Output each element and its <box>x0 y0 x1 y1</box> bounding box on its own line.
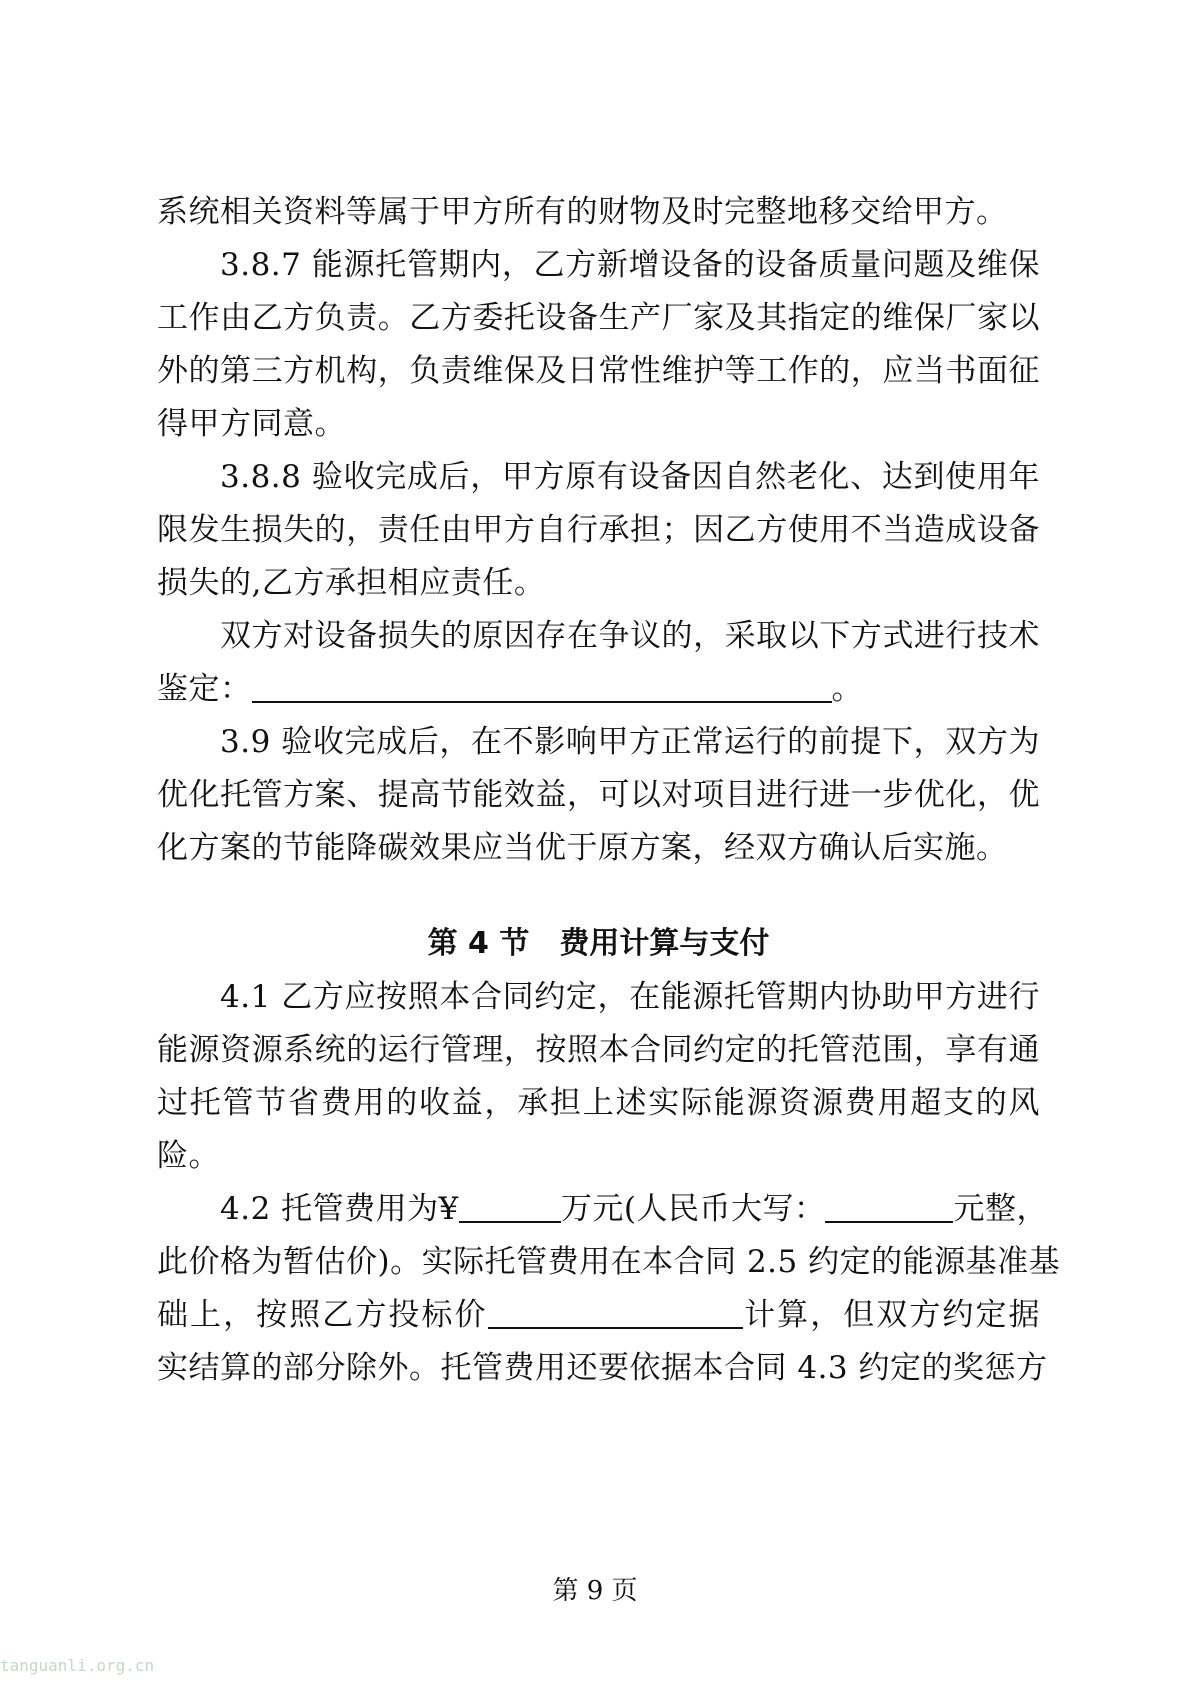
text-line: 3.9 验收完成后，在不影响甲方正常运行的前提下，双方为 <box>220 724 1040 760</box>
section-heading <box>157 924 1040 964</box>
text-line: 3.8.8 验收完成后，甲方原有设备因自然老化、达到使用年 <box>220 459 1040 495</box>
text-segment: 鉴定： <box>157 671 252 707</box>
section-number: 第 4 节 <box>427 926 530 961</box>
watermark: tanguanli.org.cn <box>0 1656 155 1675</box>
page-number: 第 9 页 <box>552 1576 638 1606</box>
text-line: 此价格为暂估价)。实际托管费用在本合同 2.5 约定的能源基准基 <box>157 1244 1061 1280</box>
text-segment: 。 <box>831 671 863 707</box>
fill-in-blank <box>825 1193 953 1223</box>
text-line-with-blank <box>157 1295 1040 1335</box>
section-title: 费用计算与支付 <box>559 926 770 961</box>
text-line: 外的第三方机构，负责维保及日常性维护等工作的，应当书面征 <box>157 353 1040 389</box>
text-segment: 计算，但双方约定据 <box>742 1297 1041 1333</box>
text-line: 化方案的节能降碳效果应当优于原方案，经双方确认后实施。 <box>157 830 1008 866</box>
text-line: 工作由乙方负责。乙方委托设备生产厂家及其指定的维保厂家以 <box>157 300 1040 336</box>
text-line-with-blank <box>220 1189 1048 1229</box>
text-line: 得甲方同意。 <box>157 406 346 442</box>
fill-in-blank <box>459 1193 561 1223</box>
fill-in-blank <box>488 1299 743 1329</box>
text-line: 4.1 乙方应按照本合同约定，在能源托管期内协助甲方进行 <box>220 979 1040 1015</box>
text-line: 优化托管方案、提高节能效益，可以对项目进行进一步优化，优 <box>157 777 1040 813</box>
text-line: 双方对设备损失的原因存在争议的，采取以下方式进行技术 <box>220 618 1040 654</box>
text-line: 险。 <box>157 1138 220 1174</box>
text-segment: 万元(人民币大写： <box>560 1191 826 1227</box>
text-segment: 础上，按照乙方投标价 <box>157 1297 488 1333</box>
text-line: 3.8.7 能源托管期内，乙方新增设备的设备质量问题及维保 <box>220 247 1040 283</box>
text-line-with-blank <box>157 669 1040 709</box>
text-line: 能源资源系统的运行管理，按照本合同约定的托管范围，享有通 <box>157 1032 1040 1068</box>
text-segment: 4.2 托管费用为¥ <box>220 1191 459 1227</box>
text-line: 实结算的部分除外。托管费用还要依据本合同 4.3 约定的奖惩方 <box>157 1350 1048 1386</box>
fill-in-blank <box>252 673 832 703</box>
text-segment: 元整， <box>953 1191 1048 1227</box>
text-line: 系统相关资料等属于甲方所有的财物及时完整地移交给甲方。 <box>157 194 1008 230</box>
text-line: 损失的,乙方承担相应责任。 <box>157 565 546 601</box>
text-line: 限发生损失的，责任由甲方自行承担；因乙方使用不当造成设备 <box>157 512 1040 548</box>
text-line: 过托管节省费用的收益，承担上述实际能源资源费用超支的风 <box>157 1085 1040 1121</box>
